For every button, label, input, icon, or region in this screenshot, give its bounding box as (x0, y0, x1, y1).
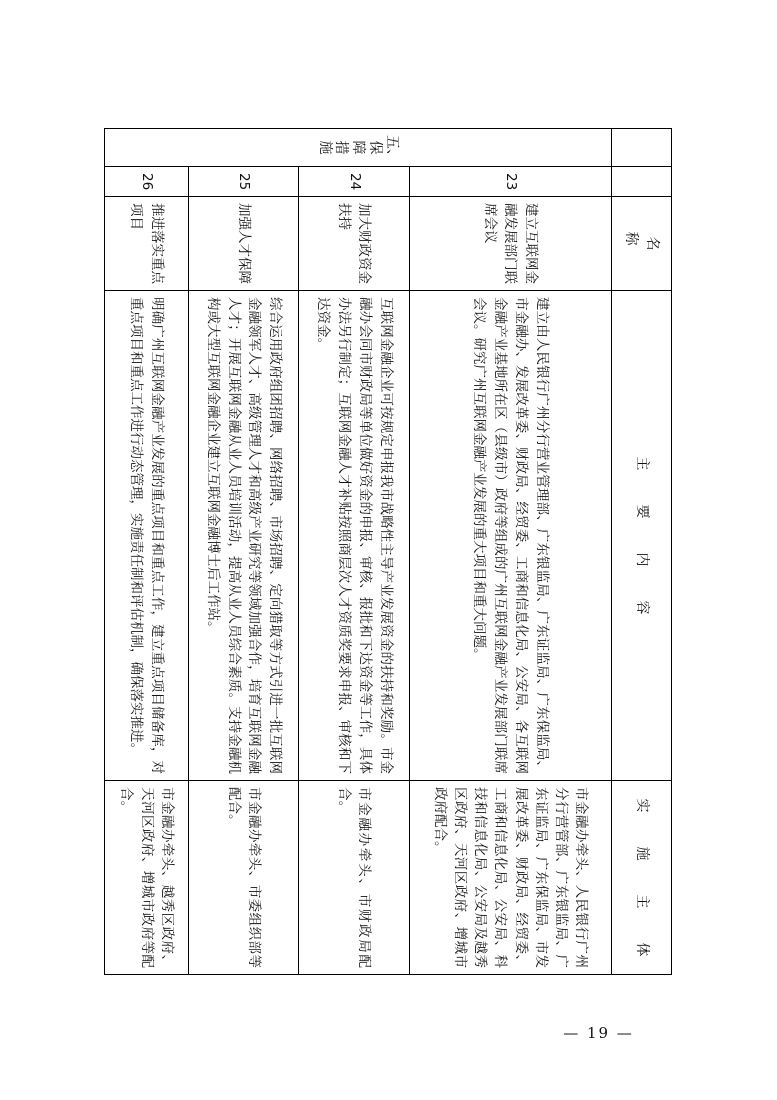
header-name-label: 名 称 (623, 231, 660, 285)
row-content-cell (299, 291, 410, 781)
row-number-cell (105, 167, 189, 197)
header-cell-name (611, 197, 671, 291)
header-actor-label: 实 施 主 体 (633, 798, 650, 967)
row-content-cell (188, 291, 299, 781)
row-content: 互联网金融企业可按规定申报我市战略性主导产业发展资金的扶持和奖励。市金融办会同市财政局等单位做好资金的申报、审核、报批和下达资金等工作，具体办法另行制定；互联网金融人才补贴按照商层次人才资质奖要求申报、审核和下达资金。 (315, 297, 394, 774)
header-cell-content (611, 291, 671, 781)
measures-table-wrapper (104, 128, 672, 974)
header-num-label (636, 167, 646, 196)
row-name: 建立互联网金融发展部门联席会议 (482, 203, 539, 284)
row-actor-cell (409, 781, 611, 975)
row-number-cell (188, 167, 299, 197)
row-actor: 市金融办牵头、市财政局配合。 (336, 787, 373, 968)
row-number: 25 (236, 173, 253, 191)
header-cell-group (611, 129, 671, 167)
row-content-cell (105, 291, 189, 781)
row-actor: 市金融办牵头、市委组织部等配合。 (225, 787, 262, 968)
row-number: 23 (503, 173, 520, 191)
group-label-text: 五、保障措施 (316, 135, 400, 163)
header-content-label: 主 要 内 容 (633, 456, 650, 625)
header-group-label (636, 129, 646, 166)
row-name: 推进落实重点项目 (128, 203, 165, 284)
header-cell-actor (611, 781, 671, 975)
page-number: — 19 — (563, 1024, 634, 1042)
header-cell-num (611, 167, 671, 197)
row-name-cell (299, 197, 410, 291)
row-actor-cell (105, 781, 189, 975)
group-label-cell (105, 129, 612, 167)
measures-table (104, 128, 672, 975)
row-name: 加强人才保障 (235, 203, 252, 284)
row-number: 24 (346, 173, 363, 191)
table-row (105, 129, 189, 975)
row-content-cell (409, 291, 611, 781)
row-actor-cell (188, 781, 299, 975)
row-actor: 市金融办牵头、越秀区政府、天河区政府、增城市政府等配合。 (118, 787, 175, 968)
row-actor: 市金融办牵头、人民银行广州分行营管部、广东银监局、广东证监局、广东保监局、市发展改革委、财政局、经贸委、工商和信息化局、公安局、科技和信息化局、公安局及越秀区政府、天河区政府、增城市政府配合。 (431, 787, 590, 968)
row-actor-cell (299, 781, 410, 975)
table-row (188, 129, 299, 975)
row-name: 加大财政资金扶持 (336, 203, 373, 284)
row-content: 综合运用政府组团招聘、网络招聘、市场招聘、定向猎取等方式引进一批互联网金融领军人才、高级管理人才和高级产业研究等领域加强合作，培育互联网金融人才；开展互联网金融从业人员培训活动，提高从业人员综合素质。支持金融机构或大型互联网金融企业建立互联网金融博士后工作站。 (204, 297, 284, 774)
row-content: 建立由人民银行广州分行营业管理部、广东银监局、广东证监局、广东保监局、市金融办、发展改革委、财政局、经贸委、工商和信息化局、公安局、各互联网金融产业基地所在区（县级市）政府等组成的广州互联网金融产业发展部门联席会议。研究广州互联网金融产业发展的重大项目和重大问题。 (471, 297, 551, 774)
row-content: 明确广州互联网金融产业发展的重点项目和重点工作，建立重点项目储备库，对重点项目和重点工作进行动态管理，实施责任制和评估机制，确保落实推进。 (128, 297, 166, 774)
row-name-cell (409, 197, 611, 291)
row-number: 26 (139, 173, 156, 191)
page-footer (0, 1024, 777, 1042)
row-number-cell (409, 167, 611, 197)
table-row (299, 129, 410, 975)
table-header-row (611, 129, 671, 975)
row-number-cell (299, 167, 410, 197)
table-row (409, 129, 611, 975)
row-name-cell (188, 197, 299, 291)
row-name-cell (105, 197, 189, 291)
